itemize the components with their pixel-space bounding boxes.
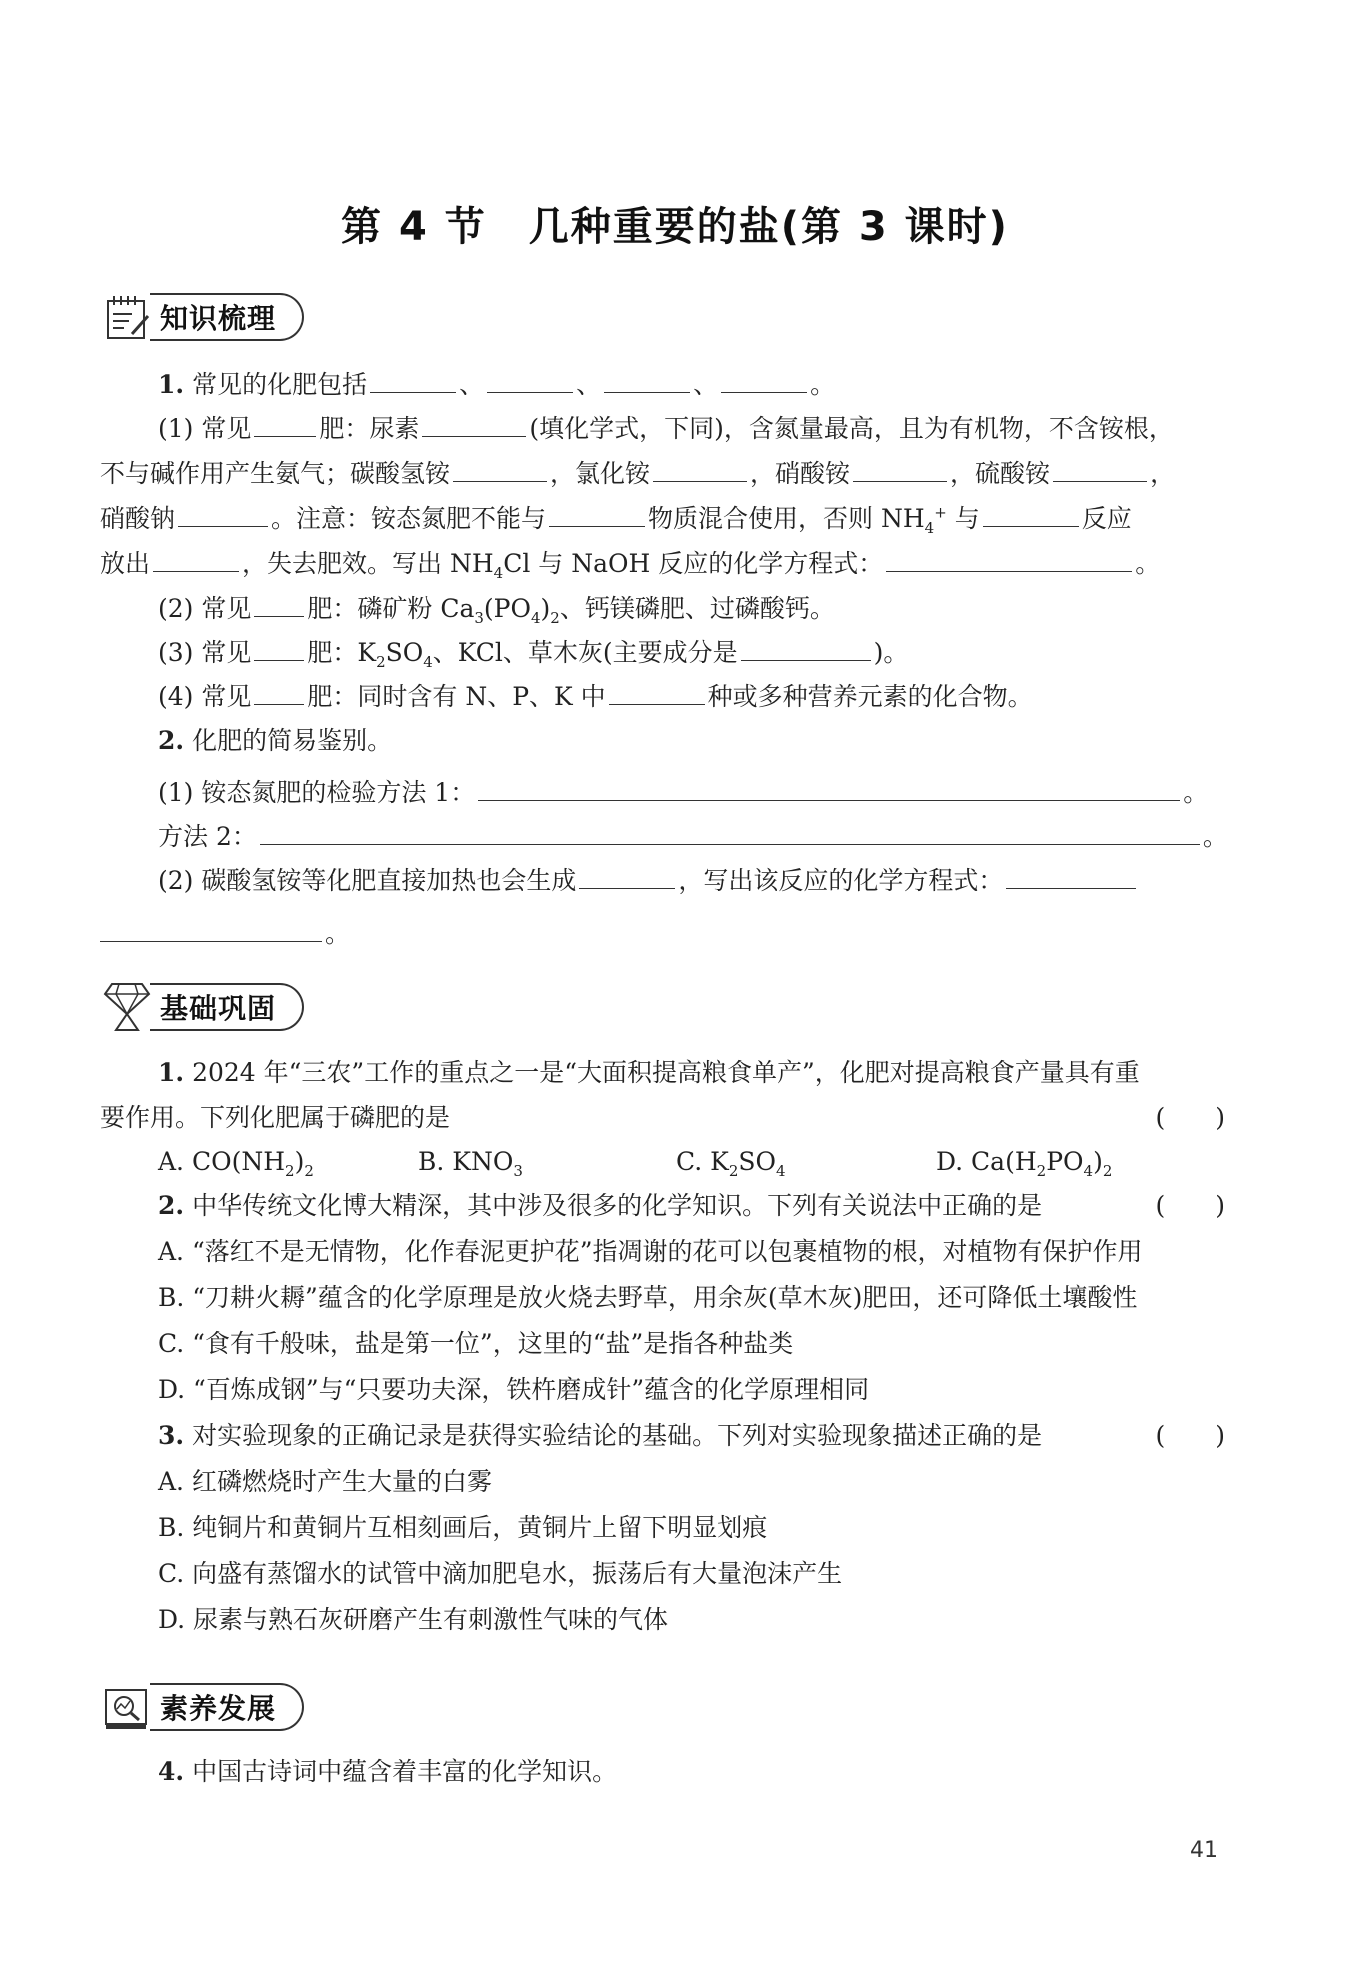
diamond-icon — [100, 980, 154, 1034]
magnifier-chart-icon — [100, 1680, 154, 1734]
knowledge-line: 。 — [100, 915, 1225, 952]
page-title: 第 4 节 几种重要的盐(第 3 课时) — [341, 204, 1009, 250]
option-a: A. “落红不是无情物，化作春泥更护花”指凋谢的花可以包裹植物的根，对植物有保护作用 — [158, 1237, 1143, 1266]
knowledge-line: (3) 常见 肥：$K_2SO_4$、KCl、草木灰(主要成分是 )。 — [158, 634, 1225, 671]
knowledge-q1: 1. 常见的化肥包括 、 、 、 。 — [158, 366, 1225, 403]
knowledge-line: (2) 常见 肥：磷矿粉 $Ca_3(PO_4)_2$、钙镁磷肥、过磷酸钙。 — [158, 590, 1225, 627]
section-title: 素养发展 — [150, 1683, 304, 1731]
knowledge-line: (1) 铵态氮肥的检验方法 1： 。 — [158, 774, 1225, 811]
option-a: A. 红磷燃烧时产生大量的白雾 — [158, 1467, 492, 1496]
notepad-icon — [100, 290, 154, 344]
knowledge-line: 放出 ，失去肥效。写出 $NH_4Cl$ 与 NaOH 反应的化学方程式： 。 — [100, 545, 1225, 582]
section-header-develop — [100, 1680, 304, 1734]
option-d: D. 尿素与熟石灰研磨产生有刺激性气味的气体 — [158, 1605, 669, 1634]
knowledge-q2: 2. 化肥的简易鉴别。 — [158, 726, 393, 755]
section-title: 知识梳理 — [150, 293, 304, 341]
basics-q1-options — [158, 1144, 1225, 1180]
knowledge-line: 方法 2： 。 — [158, 818, 1225, 855]
option-b: B. “刀耕火耨”蕴含的化学原理是放火烧去野草，用余灰(草木灰)肥田，还可降低土壤酸性 — [158, 1283, 1138, 1312]
basics-q1-cont: 要作用。下列化肥属于磷肥的是 ( ) — [100, 1103, 1225, 1132]
option-d: D. “百炼成钢”与“只要功夫深，铁杵磨成针”蕴含的化学原理相同 — [158, 1375, 870, 1404]
basics-q1: 1. 2024 年“三农”工作的重点之一是“大面积提高粮食单产”，化肥对提高粮食产量具有重 — [158, 1058, 1140, 1087]
option-b: B. 纯铜片和黄铜片互相刻画后，黄铜片上留下明显划痕 — [158, 1513, 768, 1542]
option-c: C. “食有千般味，盐是第一位”，这里的“盐”是指各种盐类 — [158, 1329, 794, 1358]
knowledge-line: (1) 常见 肥：尿素 (填化学式，下同)，含氮量最高，且为有机物，不含铵根， — [158, 410, 1225, 447]
section-header-knowledge — [100, 290, 304, 344]
option-d: D. $Ca(H_2PO_4)_2$ — [936, 1147, 1113, 1180]
option-c: C. 向盛有蒸馏水的试管中滴加肥皂水，振荡后有大量泡沫产生 — [158, 1559, 843, 1588]
section-header-basics — [100, 980, 304, 1034]
option-a: A. $CO(NH_2)_2$ — [158, 1147, 314, 1180]
knowledge-line: 不与碱作用产生氨气；碳酸氢铵 ，氯化铵 ，硝酸铵 ，硫酸铵 ， — [100, 455, 1225, 492]
section-title: 基础巩固 — [150, 983, 304, 1031]
option-b: B. $KNO_3$ — [418, 1147, 523, 1180]
option-c: C. $K_2SO_4$ — [676, 1147, 786, 1180]
page-number: 41 — [1190, 1838, 1218, 1863]
knowledge-line: (2) 碳酸氢铵等化肥直接加热也会生成 ，写出该反应的化学方程式： — [158, 862, 1225, 899]
knowledge-line: 硝酸钠 。注意：铵态氮肥不能与 物质混合使用，否则 $NH_4^+$ 与 反应 — [100, 500, 1225, 537]
develop-q4: 4. 中国古诗词中蕴含着丰富的化学知识。 — [158, 1757, 618, 1786]
basics-q2: 2. 中华传统文化博大精深，其中涉及很多的化学知识。下列有关说法中正确的是 ( ) — [158, 1191, 1225, 1220]
knowledge-line: (4) 常见 肥：同时含有 N、P、K 中 种或多种营养元素的化合物。 — [158, 678, 1225, 715]
basics-q3: 3. 对实验现象的正确记录是获得实验结论的基础。下列对实验现象描述正确的是 ( ) — [158, 1421, 1225, 1450]
